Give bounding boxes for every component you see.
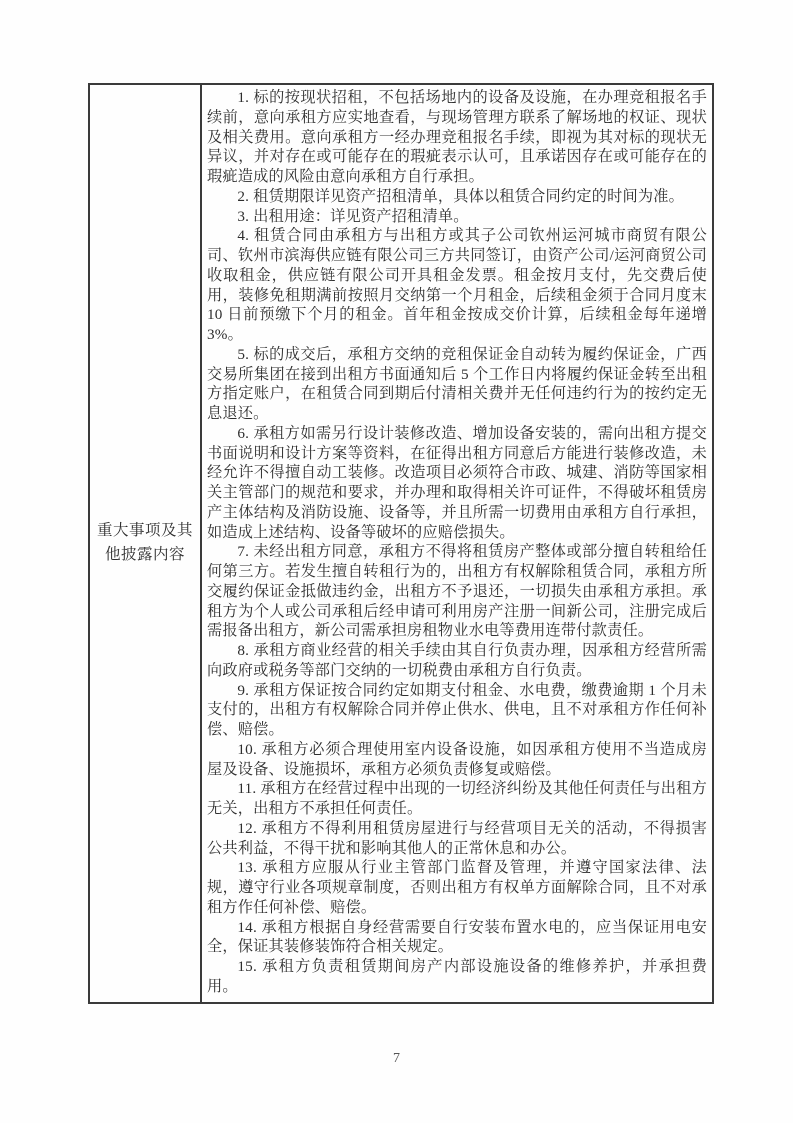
- disclosure-content-cell: [202, 85, 712, 1002]
- row-header-label: 重大事项及其他披露内容: [97, 522, 194, 564]
- disclosure-paragraph: 12. 承租方不得利用租赁房屋进行与经营项目无关的活动，不得损害公共利益，不得干扰和影响其他人的正常休息和办公。: [207, 819, 707, 857]
- disclosure-paragraph: 7. 未经出租方同意，承租方不得将租赁房产整体或部分擅自转租给任何第三方。若发生擅自转租行为的，出租方有权解除租赁合同，承租方所交履约保证金抵做违约金，出租方不予退还，一切损失由承租方承担。承租方为个人或公司承租后经申请可利用房产注册一间新公司，注册完成后需报备出租方，新公司需承担房租物业水电等费用连带付款责任。: [207, 543, 707, 640]
- disclosure-paragraph: 6. 承租方如需另行设计装修改造、增加设备安装的，需向出租方提交书面说明和设计方案等资料，在征得出租方同意后方能进行装修改造，未经允许不得擅自动工装修。改造项目必须符合市政、城建、消防等国家相关主管部门的规范和要求，并办理和取得相关许可证件，不得破坏租赁房产主体结构及消防设施、设备等，并且所需一切费用由承租方自行承担，如造成上述结构、设备等破坏的应赔偿损失。: [207, 424, 707, 541]
- disclosure-paragraph: 9. 承租方保证按合同约定如期支付租金、水电费，缴费逾期 1 个月未支付的，出租方有权解除合同并停止供水、供电，且不对承租方作任何补偿、赔偿。: [207, 681, 707, 738]
- disclosure-paragraph: 13. 承租方应服从行业主管部门监督及管理，并遵守国家法律、法规，遵守行业各项规章制度，否则出租方有权单方面解除合同，且不对承租方作任何补偿、赔偿。: [207, 859, 707, 916]
- disclosure-paragraph: 10. 承租方必须合理使用室内设备设施，如因承租方使用不当造成房屋及设备、设施损坏，承租方必须负责修复或赔偿。: [207, 740, 707, 778]
- disclosure-paragraph: 4. 租赁合同由承租方与出租方或其子公司钦州运河城市商贸有限公司、钦州市滨海供应链有限公司三方共同签订，由资产公司/运河商贸公司收取租金，供应链有限公司开具租金发票。租金按月支付，先交费后使用，装修免租期满前按照月交纳第一个月租金，后续租金须于合同月度末 10 日前预缴下个月的租金。首年租金按成交价计算，后续租金每年递增 3%。: [207, 227, 707, 343]
- disclosure-paragraph: 2. 租赁期限详见资产招租清单，具体以租赁合同约定的时间为准。: [237, 187, 685, 205]
- disclosure-paragraph: 8. 承租方商业经营的相关手续由其自行负责办理，因承租方经营所需向政府或税务等部门交纳的一切税费由承租方自行负责。: [207, 642, 707, 679]
- row-header-cell: [90, 85, 202, 1002]
- disclosure-paragraph: 1. 标的按现状招租，不包括场地内的设备及设施，在办理竞租报名手续前，意向承租方应实地查看，与现场管理方联系了解场地的权证、现状及相关费用。意向承租方一经办理竞租报名手续，即视为其对标的现状无异议，并对存在或可能存在的瑕疵表示认可，且承诺因存在或可能存在的瑕疵造成的风险由意向承租方自行承担。: [207, 89, 707, 185]
- disclosure-paragraph: 3. 出租用途：详见资产招租清单。: [237, 207, 469, 225]
- disclosure-paragraph: 14. 承租方根据自身经营需要自行安装布置水电的，应当保证用电安全，保证其装修装饰符合相关规定。: [207, 918, 707, 956]
- disclosure-table: [88, 83, 714, 1004]
- disclosure-paragraph: 11. 承租方在经营过程中出现的一切经济纠纷及其他任何责任与出租方无关，出租方不承担任何责任。: [207, 780, 707, 817]
- page-number: 7: [393, 1051, 400, 1066]
- disclosure-paragraph: 5. 标的成交后，承租方交纳的竞租保证金自动转为履约保证金，广西交易所集团在接到出租方书面通知后 5 个工作日内将履约保证金转至出租方指定账户，在租赁合同到期后付清相关费并无任何违约行为的按约定无息退还。: [207, 345, 707, 422]
- disclosure-paragraph: 15. 承租方负责租赁期间房产内部设施设备的维修养护，并承担费用。: [207, 958, 707, 995]
